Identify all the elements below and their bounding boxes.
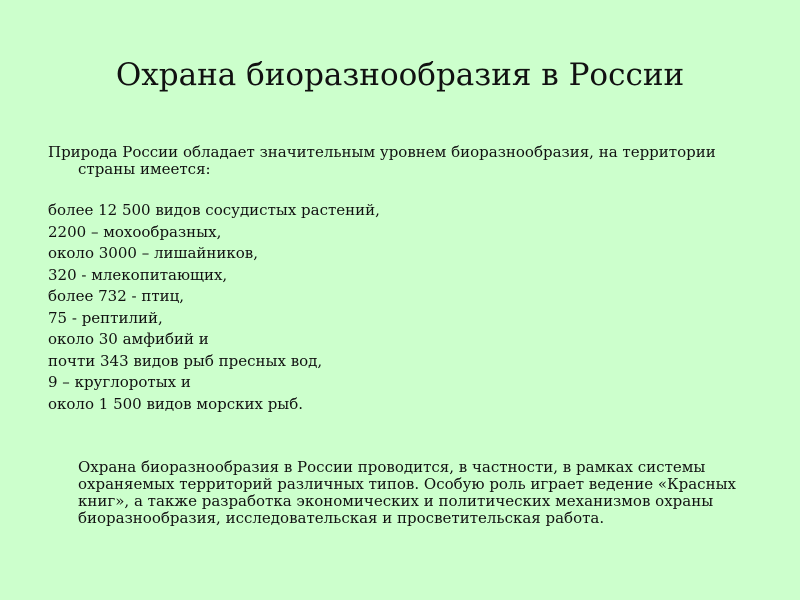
list-item: более 732 - птиц, [48,287,185,305]
list-item: 75 - рептилий, [48,308,163,327]
slide-title: Охрана биоразнообразия в России [115,57,685,93]
intro-paragraph: Природа России обладает значительным уровнем биоразнообразия, на территории страны имеется: [48,143,716,178]
list-item: 2200 – мохообразных, [48,222,222,241]
list-item: 320 - млекопитающих, [48,265,228,284]
list-item: около 30 амфибий и [48,330,209,348]
list-item: около 1 500 видов морских рыб. [48,394,304,413]
list-item: 9 – круглоротых и [48,373,191,391]
species-list [48,200,380,415]
list-item: около 3000 – лишайников, [48,244,258,262]
list-item: более 12 500 видов сосудистых растений, [48,201,380,219]
conclusion-paragraph: Охрана биоразнообразия в России проводится, в частности, в рамках системы охраняемых территорий различных типов. Особую роль играет ведение «Красных книг», а также разработка экономических и политических механизмов охраны биоразнообразия, исследовательская и просветительская работа. [78,458,736,527]
list-item: почти 343 видов рыб пресных вод, [48,351,323,370]
